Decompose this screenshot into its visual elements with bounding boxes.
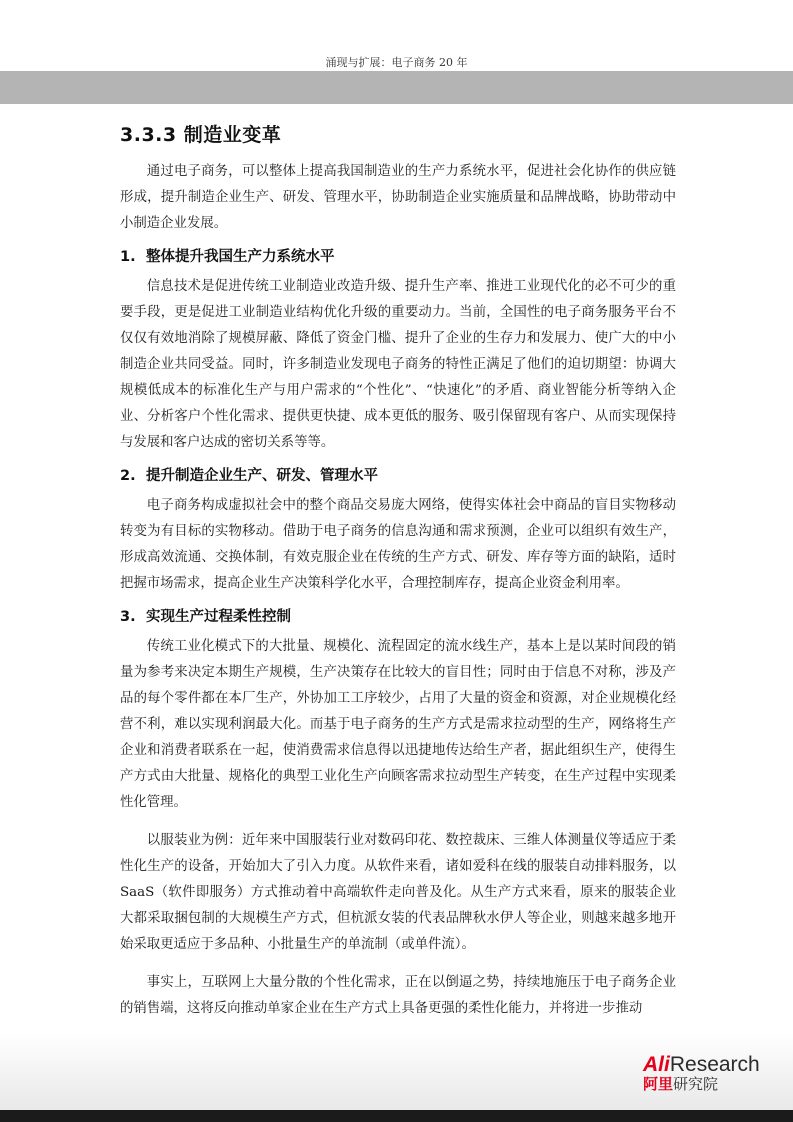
section-title: 3.3.3 制造业变革 [120,124,282,146]
subsection-number: 2. [120,468,136,484]
subsection-heading-3 [120,605,676,626]
logo-cn-brand: 阿里 [643,1076,674,1093]
aliresearch-logo [643,1054,783,1094]
footer-bar [0,1110,793,1122]
subsection-number: 1. [120,249,136,265]
header-bar [0,71,793,104]
logo-ali: Ali [643,1053,670,1076]
logo-cn-rest: 研究院 [673,1076,719,1093]
body-paragraph: 以服装业为例：近年来中国服装行业对数码印花、数控裁床、三维人体测量仪等适应于柔性化生产的设备，开始加大了引入力度。从软件来看，诸如爱科在线的服装自动排料服务，以 SaaS（软件即服务）方式推动着中高端软件走向普及化。从生产方式来看，原来的服装企业大都采取捆包制的大规模生产方式，但杭派女装的代表品牌秋水伊人等企业，则越来越多地开始采取更适应于多品种、小批量生产的单流制（或单件流）。 [120,833,676,952]
body-paragraph: 信息技术是促进传统工业制造业改造升级、提升生产率、推进工业现代化的必不可少的重要手段，更是促进工业制造业结构优化升级的重要动力。当前，全国性的电子商务服务平台不仅仅有效地消除了规模屏蔽、降低了资金门槛、提升了企业的生存力和发展力、使广大的中小制造企业共同受益。同时，许多制造业发现电子商务的特性正满足了他们的迫切期望：协调大规模低成本的标准化生产与用户需求的“个性化”、“快速化”的矛盾、商业智能分析等纳入企业、分析客户个性化需求、提供更快捷、成本更低的服务、吸引保留现有客户、从而实现保持与发展和客户达成的密切关系等等。 [120,279,676,450]
logo-wordmark [643,1054,783,1076]
subsection-title: 提升制造企业生产、研发、管理水平 [146,468,378,484]
logo-chinese [643,1076,783,1094]
subsection-heading-2 [120,464,676,485]
logo-research: Research [669,1053,760,1076]
subsection-title: 整体提升我国生产力系统水平 [146,249,335,265]
body-paragraph: 电子商务构成虚拟社会中的整个商品交易庞大网络，使得实体社会中商品的盲目实物移动转变为有目标的实物移动。借助于电子商务的信息沟通和需求预测，企业可以组织有效生产，形成高效流通、交换体制，有效克服企业在传统的生产方式、研发、库存等方面的缺陷，适时把握市场需求，提高企业生产决策科学化水平，合理控制库存，提高企业资金利用率。 [120,498,676,591]
intro-paragraph: 通过电子商务，可以整体上提高我国制造业的生产力系统水平，促进社会化协作的供应链形成，提升制造企业生产、研发、管理水平，协助制造企业实施质量和品牌战略，协助带动中小制造企业发展。 [120,164,676,231]
running-header: 涌现与扩展：电子商务 20 年 [325,56,468,69]
page-content [120,120,676,1030]
body-paragraph: 传统工业化模式下的大批量、规模化、流程固定的流水线生产，基本上是以某时间段的销量为参考来决定本期生产规模，生产决策存在比较大的盲目性；同时由于信息不对称，涉及产品的每个零件都在本厂生产，外协加工工序较少，占用了大量的资金和资源，对企业规模化经营不利，难以实现利润最大化。而基于电子商务的生产方式是需求拉动型的生产，网络将生产企业和消费者联系在一起，使消费需求信息得以迅捷地传达给生产者，据此组织生产，使得生产方式由大批量、规格化的典型工业化生产向顾客需求拉动型生产转变，在生产过程中实现柔性化管理。 [120,639,676,810]
subsection-heading-1 [120,245,676,266]
subsection-title: 实现生产过程柔性控制 [146,609,291,625]
body-paragraph: 事实上，互联网上大量分散的个性化需求，正在以倒逼之势，持续地施压于电子商务企业的销售端，这将反向推动单家企业在生产方式上具备更强的柔性化能力，并将进一步推动 [120,975,676,1016]
subsection-number: 3. [120,609,136,625]
